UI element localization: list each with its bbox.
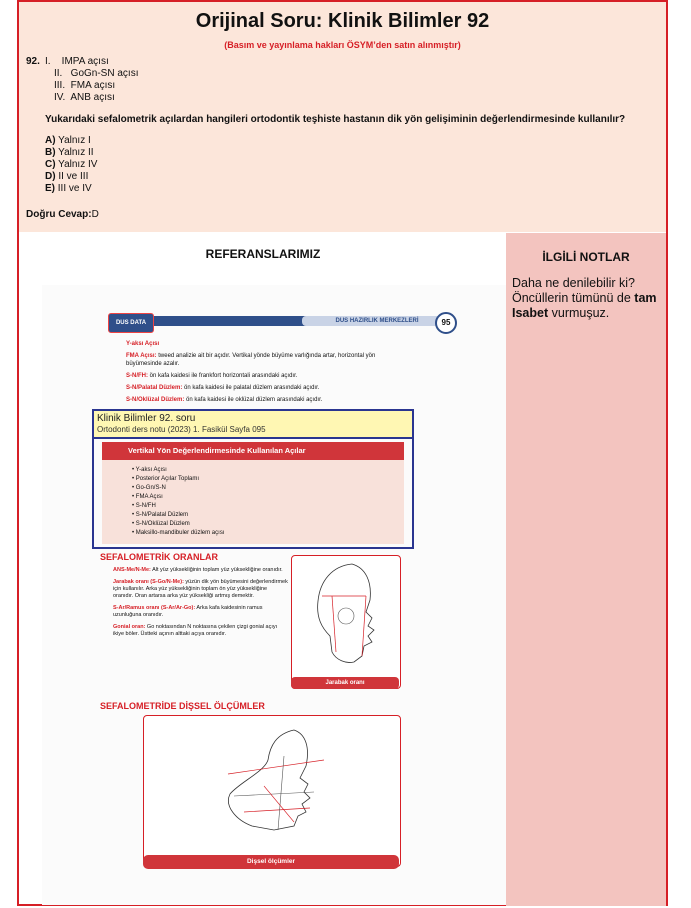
ratios-list: [113, 567, 288, 643]
term-item: FMA Açısı: tweed analizie ait bir açıdır. Vertikal yönde büyüme varlığında artar, horizontal yön büyümesinde azalır.: [126, 353, 376, 367]
notes-panel: [506, 233, 666, 906]
question-number: 92.: [26, 56, 40, 67]
jarabak-caption: Jarabak oranı: [291, 677, 399, 689]
list-item: • Posterior Açılar Toplamı: [132, 476, 200, 482]
vertical-angles-title: Vertikal Yön Değerlendirmesinde Kullanılan Açılar: [102, 442, 404, 460]
dental-skull-drawing: [143, 715, 401, 867]
ratio-item: Jarabak oranı (S-Go/N-Me): yüzün dik yön büyümesini değerlendirmek için kullanılır. Arka yüz yüksekliğinin toplam ön yüz yüksekliğine oranıdır. Oran artarsa arka yüz yüksekliği artmış demektir.: [113, 579, 288, 599]
skull-profile-icon: [292, 556, 400, 678]
premise-item: II. GoGn-SN açısı: [54, 68, 139, 79]
list-item: • Y-aksı Açısı: [132, 467, 167, 473]
highlight-title: Klinik Bilimler 92. soru: [97, 413, 196, 424]
page-title: Orijinal Soru: Klinik Bilimler 92: [195, 10, 490, 32]
vertical-angles-box: [92, 437, 414, 549]
term-list: [126, 340, 396, 408]
ratio-item: S-Ar/Ramus oranı (S-Ar/Ar-Go): Arka kafa kaidesinin ramus uzunluğuna oranıdır.: [113, 605, 263, 618]
notes-text: Daha ne denilebilir ki? Öncüllerin tümünü de tam Isabet vurmuşuz.: [512, 276, 657, 320]
list-item: • S-N/Oklüzal Düzlem: [132, 521, 190, 527]
ratio-item: ANS-Me/N-Me: Alt yüz yüksekliğinin toplam yüz yüksekliğine oranıdır.: [113, 567, 283, 573]
choice-b: B) Yalnız II: [45, 147, 94, 158]
list-item: • Go-Gn/S-N: [132, 485, 166, 491]
term-item: Y-aksı Açısı: [126, 341, 160, 347]
correct-answer: Doğru Cevap:D: [26, 209, 99, 220]
dental-heading: SEFALOMETRİDE DİŞSEL ÖLÇÜMLER: [100, 701, 265, 711]
choice-a: A) Yalnız I: [45, 135, 91, 146]
term-item: S-N/Palatal Düzlem: ön kafa kaidesi ile palatal düzlem arasındaki açıdır.: [126, 385, 320, 391]
dusdata-logo: DUS DATA: [108, 313, 154, 333]
list-item: • S-N/Palatal Düzlem: [132, 512, 189, 518]
premise-list: [45, 56, 138, 104]
page-frame: [17, 0, 668, 906]
reference-page-image: [42, 285, 506, 905]
references-heading: REFERANSLARIMIZ: [205, 247, 321, 261]
choice-list: [45, 135, 97, 195]
dental-profile-icon: [144, 716, 400, 856]
choice-e: E) III ve IV: [45, 183, 92, 194]
header-right-label: DUS HAZIRLIK MERKEZLERİ: [302, 316, 452, 326]
question-stem: Yukarıdaki sefalometrik açılardan hangileri ortodontik teşhiste hastanın dik yön gelişiminin değerlendirmesinde kullanılır?: [45, 114, 626, 125]
list-item: • S-N/FH: [132, 503, 156, 509]
highlight-label: [92, 409, 414, 439]
choice-c: C) Yalnız IV: [45, 159, 98, 170]
ratios-heading: SEFALOMETRİK ORANLAR: [100, 552, 218, 562]
copyright-note: (Basım ve yayınlama hakları ÖSYM’den satın alınmıştır): [224, 40, 461, 50]
vertical-angles-list: [132, 466, 224, 538]
premise-item: I. IMPA açısı: [45, 56, 109, 67]
term-item: S-N/FH: ön kafa kaidesi ile frankfort horizontali arasındaki açıdır.: [126, 373, 298, 379]
premise-item: IV. ANB açısı: [54, 92, 115, 103]
jarabak-skull-drawing: [291, 555, 401, 689]
term-item: S-N/Oklüzal Düzlem: ön kafa kaidesi ile oklüzal düzlem arasındaki açıdır.: [126, 397, 323, 403]
premise-item: III. FMA açısı: [54, 80, 116, 91]
vertical-angles-panel: [102, 442, 404, 544]
question-panel: [19, 2, 666, 232]
highlight-source: Ortodonti ders notu (2023) 1. Fasikül Sayfa 095: [97, 425, 266, 434]
list-item: • FMA Açısı: [132, 494, 163, 500]
notes-heading: İLGİLİ NOTLAR: [542, 250, 630, 264]
list-item: • Maksillo-mandibuler düzlem açısı: [132, 530, 225, 536]
dental-caption: Dişsel ölçümler: [143, 855, 399, 869]
choice-d: D) II ve III: [45, 171, 89, 182]
page-number-badge: 95: [435, 312, 457, 334]
ratio-item: Gonial oran: Go noktasından N noktasına çekilen çizgi gonial açıyı ikiye böler. Üstteki açının alttaki açıya oranıdır.: [113, 624, 278, 637]
